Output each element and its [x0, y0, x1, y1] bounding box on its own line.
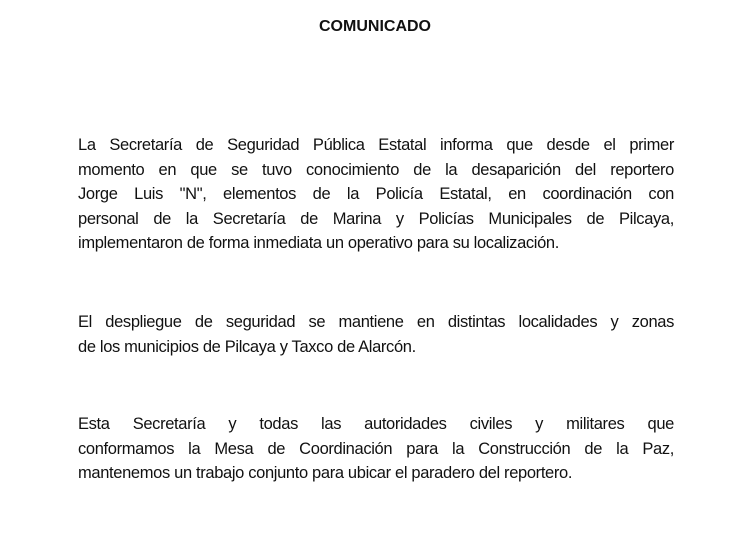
paragraph-coordinacion: [78, 412, 674, 486]
text-line: Esta Secretaría y todas las autoridades civiles y militares que: [78, 415, 674, 433]
text-line: implementaron de forma inmediata un operativo para su localización.: [78, 234, 559, 252]
paragraph-despliegue: [78, 310, 674, 359]
text-line: La Secretaría de Seguridad Pública Estatal informa que desde el primer: [78, 136, 674, 154]
document-title: COMUNICADO: [319, 18, 431, 35]
paragraph-operativo: [78, 133, 674, 256]
text-line: Jorge Luis "N", elementos de la Policía Estatal, en coordinación con: [78, 185, 674, 203]
text-line: conformamos la Mesa de Coordinación para la Construcción de la Paz,: [78, 439, 674, 458]
text-line: mantenemos un trabajo conjunto para ubicar el paradero del reportero.: [78, 464, 573, 482]
text-line: El despliegue de seguridad se mantiene en distintas localidades y zonas: [78, 313, 674, 331]
text-line: momento en que se tuvo conocimiento de la desaparición del reportero: [78, 160, 674, 179]
text-line: personal de la Secretaría de Marina y Policías Municipales de Pilcaya,: [78, 209, 674, 228]
text-line: de los municipios de Pilcaya y Taxco de Alarcón.: [78, 337, 416, 356]
